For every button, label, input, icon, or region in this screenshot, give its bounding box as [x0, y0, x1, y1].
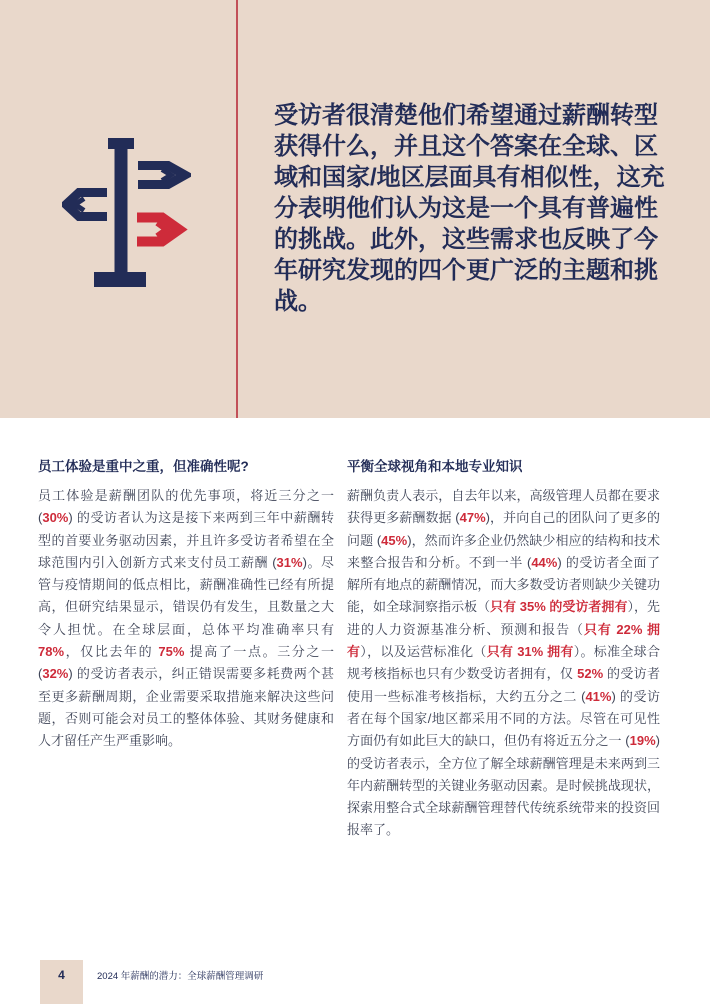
highlight-stat: 41% — [585, 688, 612, 704]
highlight-stat: 只有 22% 拥有 — [347, 621, 660, 660]
highlight-stat: 45% — [381, 532, 408, 548]
highlight-stat: 只有 35% 的受访者拥有 — [490, 599, 628, 615]
highlight-stat: 44% — [531, 554, 558, 570]
hero-section — [0, 0, 710, 418]
page-number-box — [40, 960, 83, 1004]
body-text-segment: ) 的受访者在每个国家/地区都采用不同的方法。尽管在可见性方面仍有如此巨大的缺口，但仍有将近五分之一 ( — [347, 688, 660, 749]
body-text-segment: )。尽管与疫情期间的低点相比，薪酬准确性已经有所提高，但研究结果显示，错误仍有发生，且数量之大令人担忧。在全球层面，总体平均准确率只有 — [38, 554, 334, 637]
body-text-segment: ，仅比去年的 — [64, 644, 159, 660]
highlight-stat: 75% — [158, 644, 185, 660]
column-right-heading: 平衡全球视角和本地专业知识 — [347, 459, 523, 474]
body-text-segment: 员工体验是薪酬团队的优先事项，将近三分之一 ( — [38, 488, 334, 526]
column-left-paragraph — [38, 485, 334, 753]
body-text-segment: ) 的受访者表示，全方位了解全球薪酬管理是未来两到三年内薪酬转型的关键业务驱动因素。是时候挑战现状，探索用整合式全球薪酬管理替代传统系统带来的投资回报率了。 — [347, 733, 660, 838]
highlight-stat: 78% — [38, 644, 65, 660]
highlight-stat: 19% — [629, 733, 656, 749]
body-text-segment: 提高了一点。三分之一 ( — [38, 644, 334, 682]
column-left-heading: 员工体验是重中之重，但准确性呢? — [38, 459, 249, 474]
footer-doc-title: 2024 年薪酬的潜力：全球薪酬管理调研 — [97, 971, 264, 982]
highlight-stat: 32% — [42, 666, 69, 682]
body-text-segment: )，然而许多企业仍然缺少相应的结构和技术来整合报告和分析。不到一半 ( — [347, 532, 660, 570]
body-text-segment: ），以及运营标准化（ — [360, 644, 487, 660]
highlight-stat: 30% — [42, 510, 69, 526]
highlight-stat: 52% — [577, 666, 604, 682]
column-right — [347, 458, 660, 842]
highlight-stat: 47% — [459, 510, 486, 526]
column-right-paragraph — [347, 485, 660, 842]
body-text-segment: 薪酬负责人表示，自去年以来，高级管理人员都在要求获得更多薪酬数据 ( — [347, 488, 660, 526]
red-divider-line — [236, 0, 238, 418]
body-text-segment: )，并向自己的团队问了更多的问题 ( — [347, 510, 660, 548]
highlight-stat: 只有 31% 拥有 — [486, 644, 574, 660]
signpost-icon-svg — [62, 138, 191, 287]
body-text-segment: 的受访者使用一些标准考核指标，大约五分之二 ( — [347, 666, 660, 704]
body-text-segment: ) 的受访者表示，纠正错误需要多耗费两个甚至更多薪酬周期，企业需要采取措施来解决这些问题，否则可能会对员工的整体体验、其财务健康和人才留任产生严重影响。 — [38, 666, 334, 749]
body-text-segment: ）。标准全球合规考核指标也只有少数受访者拥有，仅 — [347, 644, 660, 682]
body-text-segment: ），先进的人力资源基准分析、预测和报告（ — [347, 599, 660, 637]
hero-heading: 受访者很清楚他们希望通过薪酬转型获得什么，并且这个答案在全球、区域和国家/地区层面具有相似性，这充分表明他们认为这是一个具有普遍性的挑战。此外，这些需求也反映了今年研究发现的四个更广泛的主题和挑战。 — [274, 102, 665, 315]
signpost-icon — [62, 138, 191, 287]
highlight-stat: 31% — [276, 554, 303, 570]
page-number: 4 — [58, 968, 65, 982]
column-left — [38, 458, 334, 753]
body-text-segment: ) 的受访者认为这是接下来两到三年中薪酬转型的首要业务驱动因素，并且许多受访者希望在全球范围内引入创新方式来支付员工薪酬 ( — [38, 510, 334, 570]
body-text-segment: ) 的受访者全面了解所有地点的薪酬情况，而大多数受访者则缺少关键功能，如全球洞察指示板（ — [347, 554, 660, 615]
